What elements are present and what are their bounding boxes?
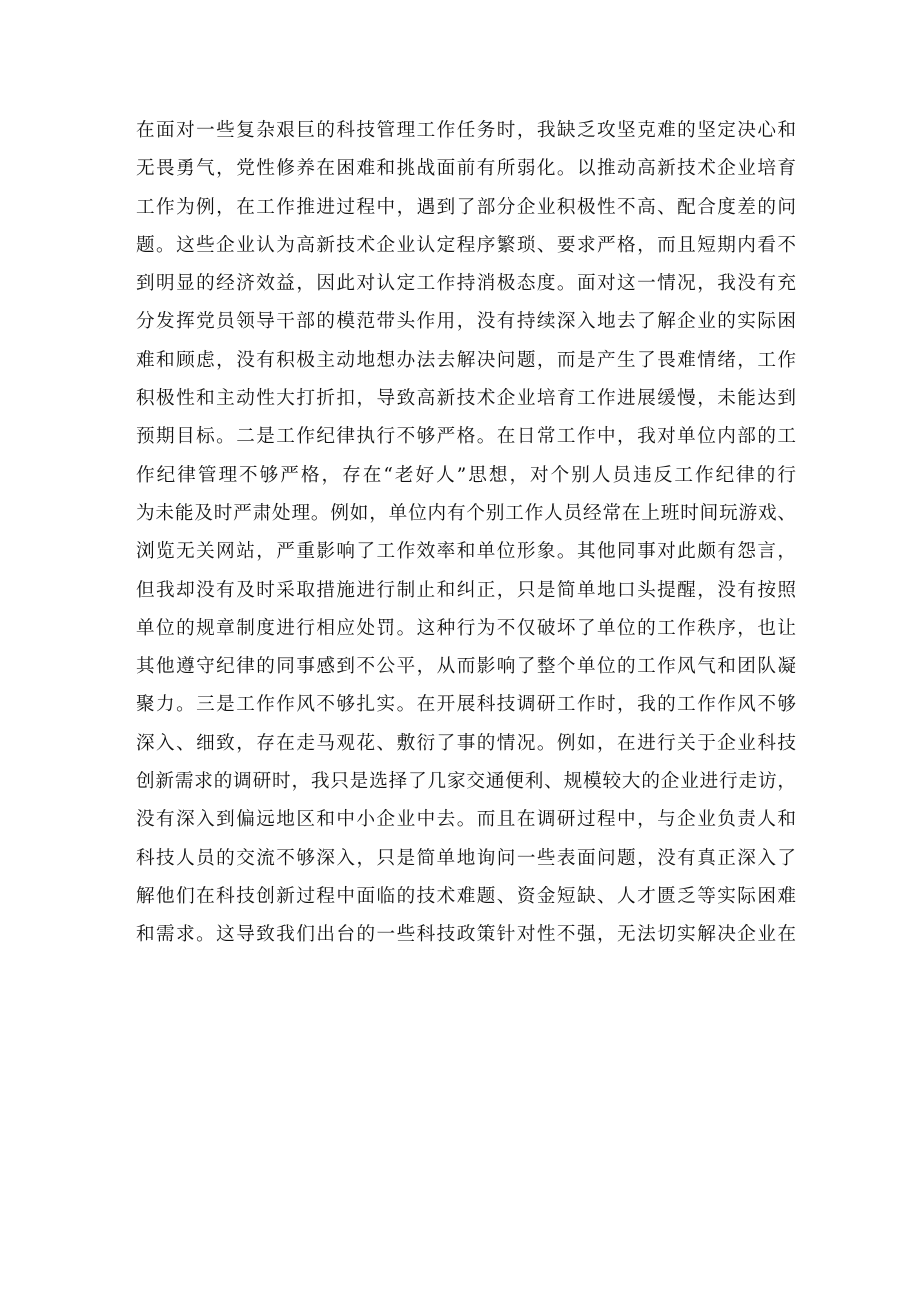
text-line: 预期目标。二是工作纪律执行不够严格。在日常工作中，我对单位内部的工 <box>136 426 796 448</box>
text-line: 科技人员的交流不够深入，只是简单地询问一些表面问题，没有真正深入了 <box>136 847 796 869</box>
text-line: 为未能及时严肃处理。例如，单位内有个别工作人员经常在上班时间玩游戏、 <box>136 502 796 524</box>
text-line: 分发挥党员领导干部的模范带头作用，没有持续深入地去了解企业的实际困 <box>136 311 796 333</box>
text-line: 创新需求的调研时，我只是选择了几家交通便利、规模较大的企业进行走访， <box>136 771 796 793</box>
text-line: 浏览无关网站，严重影响了工作效率和单位形象。其他同事对此颇有怨言， <box>136 541 796 563</box>
text-line: 积极性和主动性大打折扣，导致高新技术企业培育工作进展缓慢，未能达到 <box>136 388 796 410</box>
text-line: 其他遵守纪律的同事感到不公平，从而影响了整个单位的工作风气和团队凝 <box>136 656 796 678</box>
text-line: 在面对一些复杂艰巨的科技管理工作任务时，我缺乏攻坚克难的坚定决心和 <box>136 120 796 141</box>
text-line: 解他们在科技创新过程中面临的技术难题、资金短缺、人才匮乏等实际困难 <box>136 885 796 907</box>
text-line: 无畏勇气，党性修养在困难和挑战面前有所弱化。以推动高新技术企业培育 <box>136 158 796 180</box>
text-line: 到明显的经济效益，因此对认定工作持消极态度。面对这一情况，我没有充 <box>136 273 796 295</box>
text-line: 作纪律管理不够严格，存在“老好人”思想，对个别人员违反工作纪律的行 <box>136 464 796 486</box>
text-line: 工作为例，在工作推进过程中，遇到了部分企业积极性不高、配合度差的问 <box>136 196 796 218</box>
text-line: 聚力。三是工作作风不够扎实。在开展科技调研工作时，我的工作作风不够 <box>136 694 796 716</box>
text-line: 没有深入到偏远地区和中小企业中去。而且在调研过程中，与企业负责人和 <box>136 809 796 831</box>
text-line: 单位的规章制度进行相应处罚。这种行为不仅破坏了单位的工作秩序，也让 <box>136 617 796 639</box>
text-line: 难和顾虑，没有积极主动地想办法去解决问题，而是产生了畏难情绪，工作 <box>136 349 796 371</box>
text-line: 题。这些企业认为高新技术企业认定程序繁琐、要求严格，而且短期内看不 <box>136 234 796 256</box>
text-line: 深入、细致，存在走马观花、敷衍了事的情况。例如，在进行关于企业科技 <box>136 732 796 754</box>
body-paragraph <box>136 112 796 955</box>
text-line: 和需求。这导致我们出台的一些科技政策针对性不强，无法切实解决企业在 <box>136 924 796 946</box>
text-line: 但我却没有及时采取措施进行制止和纠正，只是简单地口头提醒，没有按照 <box>136 579 796 601</box>
